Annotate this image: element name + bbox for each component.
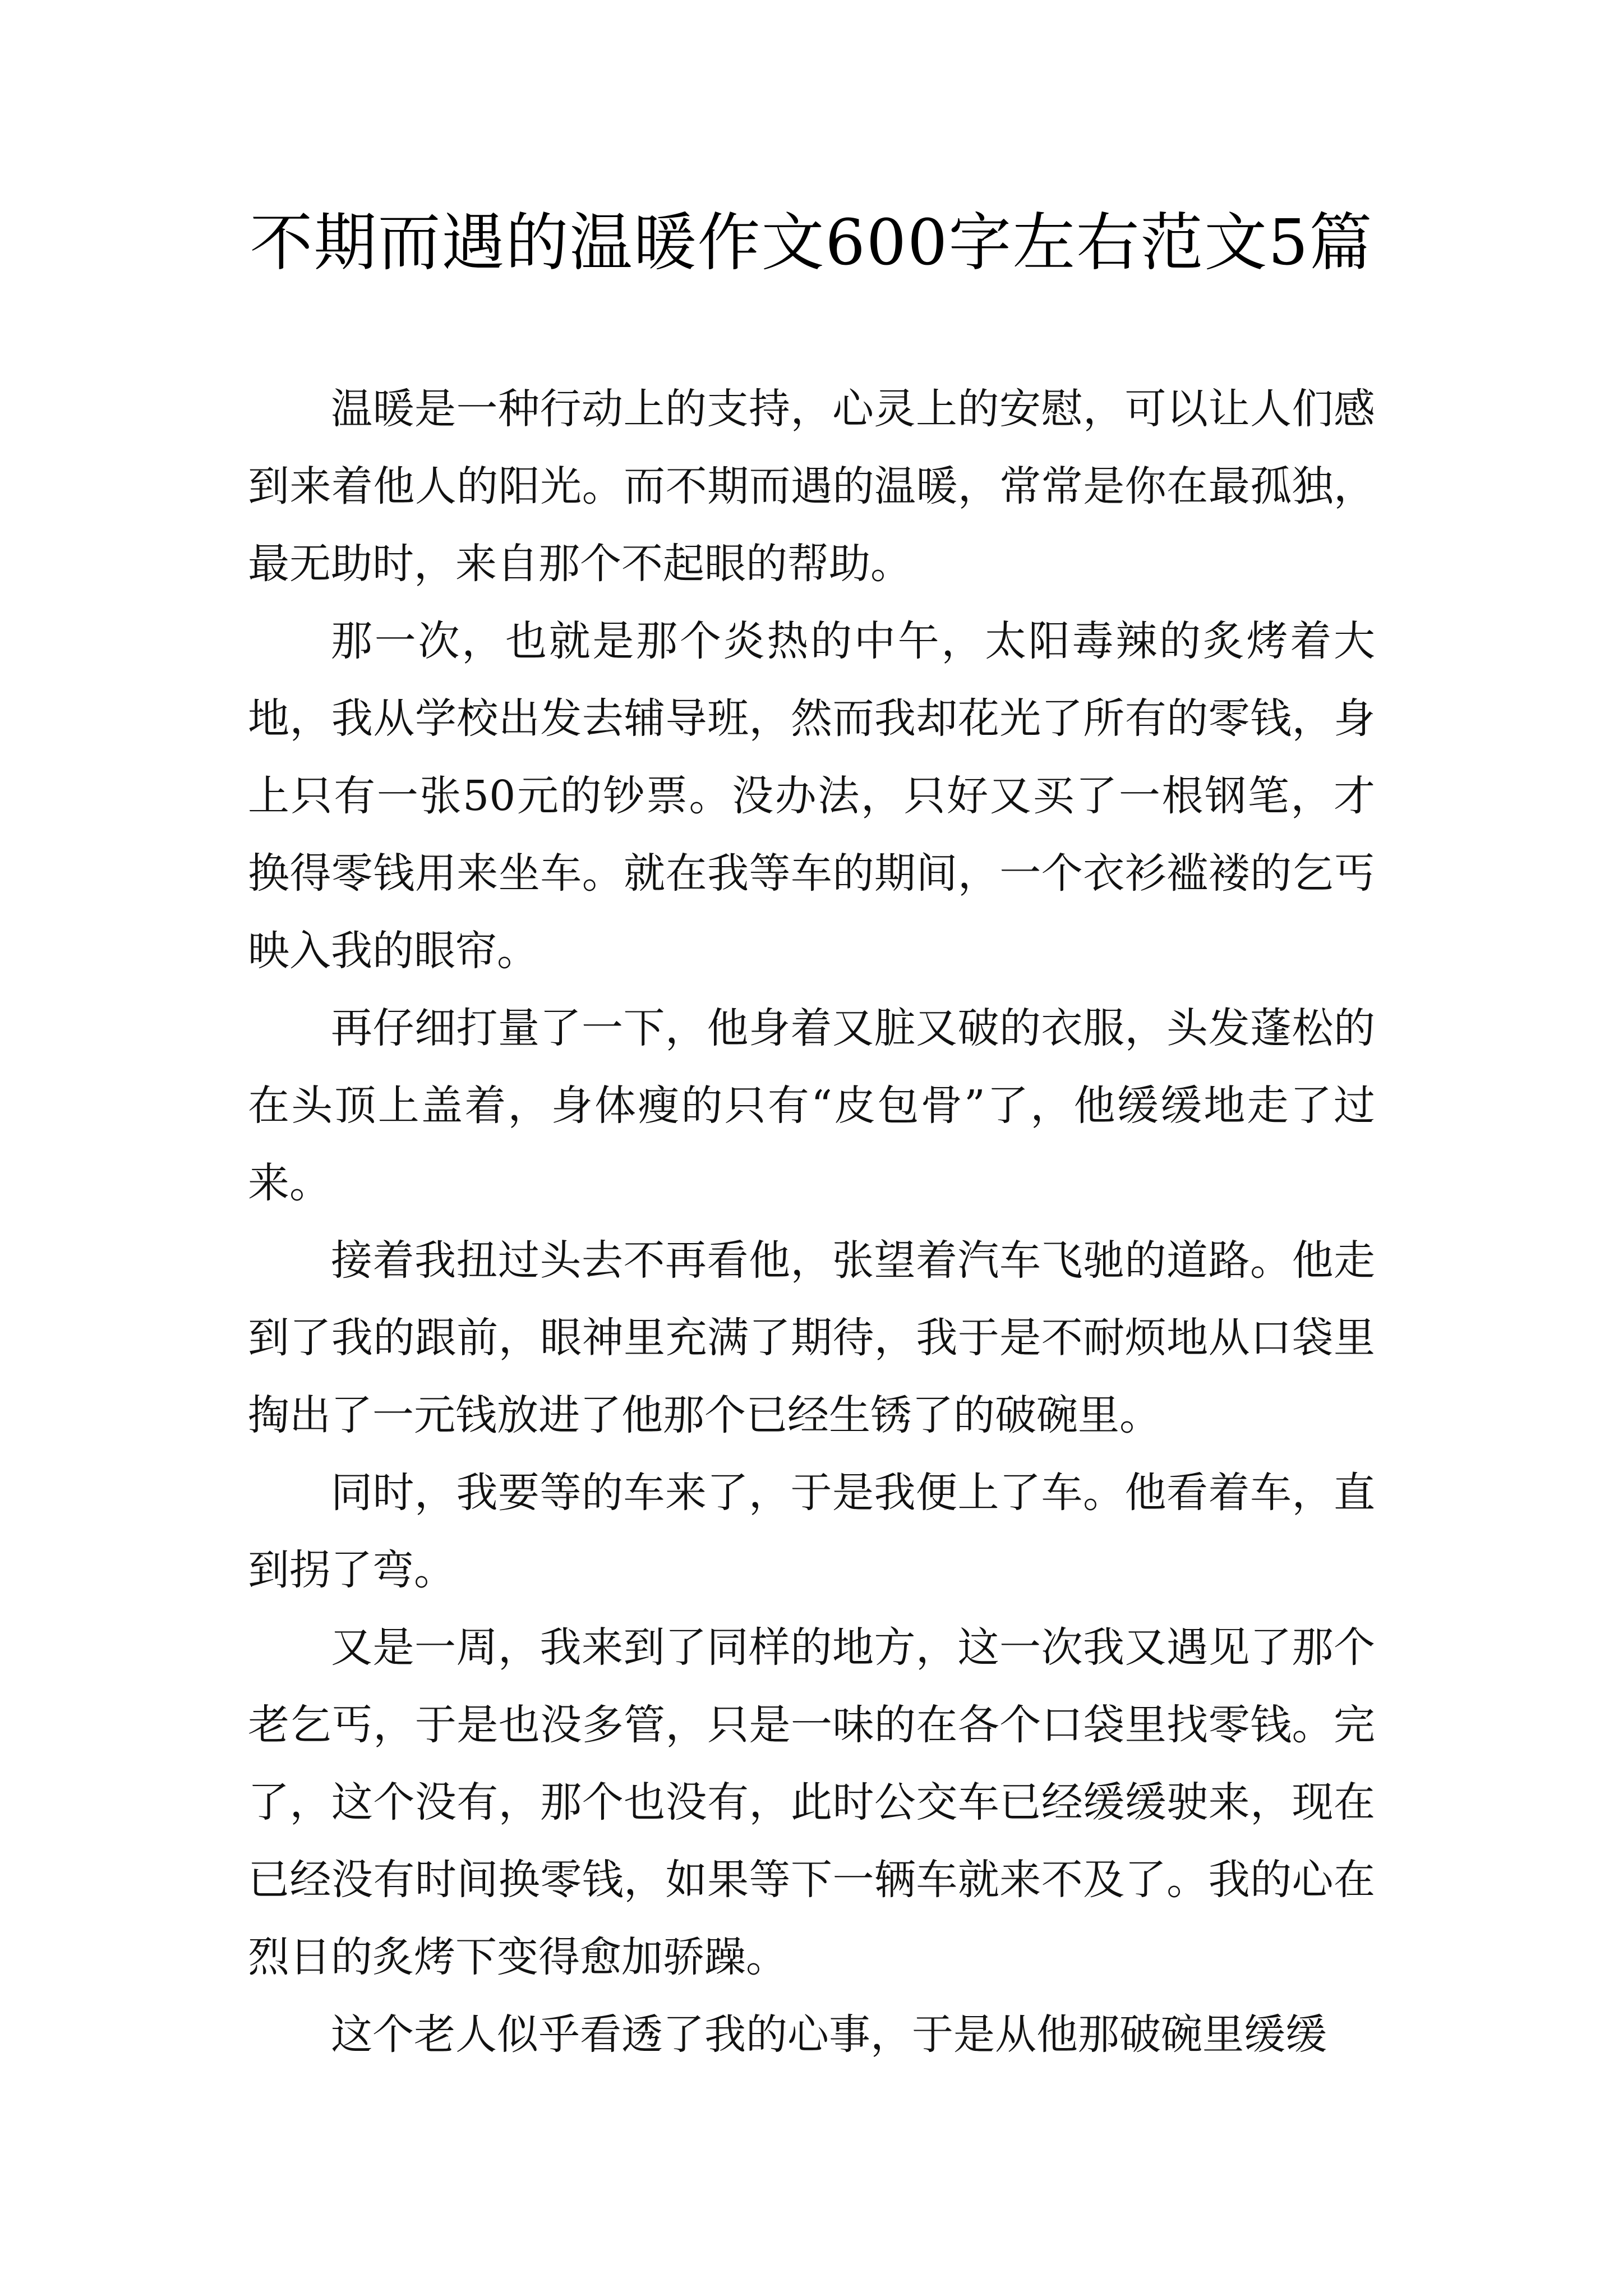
paragraph: 同时，我要等的车来了，于是我便上了车。他看着车，直到拐了弯。 [248,1469,1375,1594]
paragraph: 那一次，也就是那个炎热的中午，太阳毒辣的炙烤着大地，我从学校出发去辅导班，然而我却花光了所有的零钱，身上只有一张50元的钞票。没办法，只好又买了一根钢笔，才换得零钱用来坐车。就在我等车的期间，一个衣衫褴褛的乞丐映入我的眼帘。 [248,617,1375,975]
paragraph: 再仔细打量了一下，他身着又脏又破的衣服，头发蓬松的在头顶上盖着，身体瘦的只有“皮包骨”了，他缓缓地走了过来。 [248,1004,1375,1207]
document-title: 不期而遇的温暖作文600字左右范文5篇 [250,206,1373,279]
document-body [248,370,1375,2073]
paragraph: 温暖是一种行动上的支持，心灵上的安慰，可以让人们感到来着他人的阳光。而不期而遇的温暖，常常是你在最孤独，最无助时，来自那个不起眼的帮助。 [248,385,1375,588]
paragraph: 接着我扭过头去不再看他，张望着汽车飞驰的道路。他走到了我的跟前，眼神里充满了期待，我于是不耐烦地从口袋里掏出了一元钱放进了他那个已经生锈了的破碗里。 [248,1236,1375,1439]
paragraph: 又是一周，我来到了同样的地方，这一次我又遇见了那个老乞丐，于是也没多管，只是一味的在各个口袋里找零钱。完了，这个没有，那个也没有，此时公交车已经缓缓驶来，现在已经没有时间换零钱，如果等下一辆车就来不及了。我的心在烈日的炙烤下变得愈加骄躁。 [248,1623,1375,1981]
paragraph: 这个老人似乎看透了我的心事，于是从他那破碗里缓缓 [331,2010,1327,2059]
